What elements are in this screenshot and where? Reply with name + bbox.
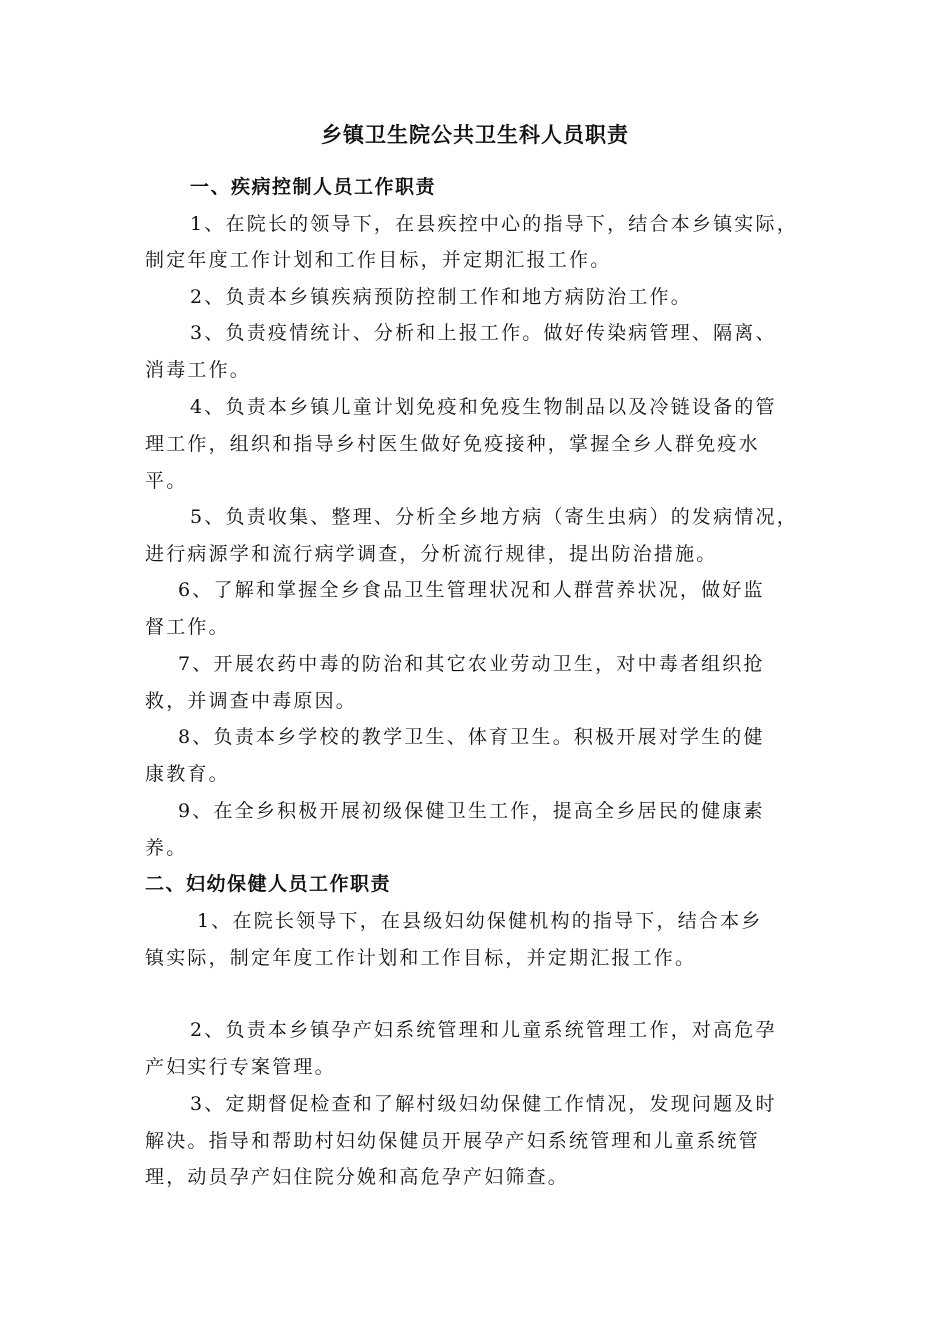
paragraph-line: 3、负责疫情统计、分析和上报工作。做好传染病管理、隔离、: [190, 322, 777, 344]
paragraph-line: 救，并调查中毒原因。: [145, 690, 358, 712]
paragraph-line: 制定年度工作计划和工作目标，并定期汇报工作。: [145, 249, 612, 271]
document-title: 乡镇卫生院公共卫生科人员职责: [321, 122, 629, 147]
section-heading-maternal-child: 二、妇幼保健人员工作职责: [145, 873, 392, 895]
paragraph-line: 解决。指导和帮助村妇幼保健员开展孕产妇系统管理和儿童系统管: [145, 1130, 760, 1152]
paragraph-line: 理，动员孕产妇住院分娩和高危孕产妇筛查。: [145, 1166, 570, 1188]
paragraph-line: 消毒工作。: [145, 359, 252, 381]
paragraph-line: 5、负责收集、整理、分析全乡地方病（寄生虫病）的发病情况，: [190, 506, 798, 528]
paragraph-line: 养。: [145, 837, 188, 859]
paragraph-line: 2、负责本乡镇孕产妇系统管理和儿童系统管理工作，对高危孕: [190, 1019, 777, 1041]
paragraph-line: 8、负责本乡学校的教学卫生、体育卫生。积极开展对学生的健: [178, 726, 765, 748]
paragraph-line: 1、在院长领导下，在县级妇幼保健机构的指导下，结合本乡: [197, 910, 763, 932]
paragraph-line: 康教育。: [145, 763, 230, 785]
paragraph-line: 2、负责本乡镇疾病预防控制工作和地方病防治工作。: [190, 286, 692, 308]
paragraph-line: 产妇实行专案管理。: [145, 1056, 336, 1078]
paragraph-line: 进行病源学和流行病学调查，分析流行规律，提出防治措施。: [145, 543, 718, 565]
paragraph-line: 镇实际，制定年度工作计划和工作目标，并定期汇报工作。: [145, 947, 697, 969]
paragraph-line: 6、了解和掌握全乡食品卫生管理状况和人群营养状况，做好监: [178, 579, 765, 601]
paragraph-line: 理工作，组织和指导乡村医生做好免疫接种，掌握全乡人群免疫水: [145, 433, 760, 455]
paragraph-line: 1、在院长的领导下，在县疾控中心的指导下，结合本乡镇实际，: [190, 213, 798, 235]
paragraph-line: 督工作。: [145, 616, 230, 638]
paragraph-line: 9、在全乡积极开展初级保健卫生工作，提高全乡居民的健康素: [178, 800, 765, 822]
paragraph-line: 3、定期督促检查和了解村级妇幼保健工作情况，发现问题及时: [190, 1093, 777, 1115]
paragraph-line: 4、负责本乡镇儿童计划免疫和免疫生物制品以及冷链设备的管: [190, 396, 777, 418]
paragraph-line: 7、开展农药中毒的防治和其它农业劳动卫生，对中毒者组织抢: [178, 653, 765, 675]
paragraph-line: 平。: [145, 470, 188, 492]
section-heading-disease-control: 一、疾病控制人员工作职责: [190, 176, 437, 198]
